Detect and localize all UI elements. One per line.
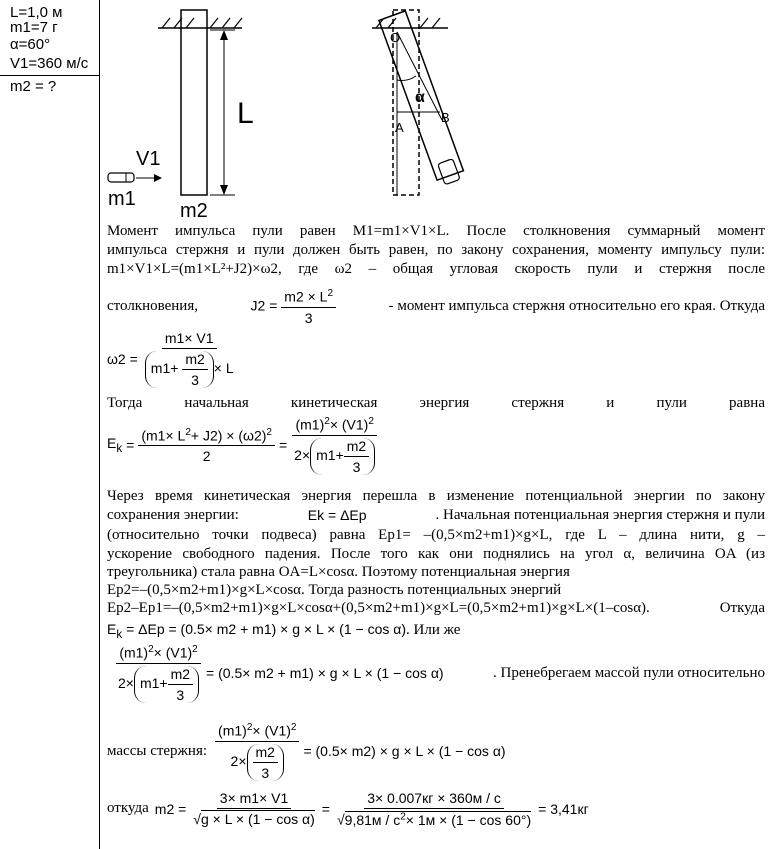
- m2-fraction: [190, 790, 318, 827]
- term: m1+: [316, 446, 344, 463]
- term: 2×: [294, 446, 311, 463]
- given-bullet-mass: m1=7 г: [10, 19, 58, 36]
- radicand: g × L × (1 − cos α): [200, 811, 315, 828]
- exponent: 2: [400, 811, 406, 822]
- term: 2×: [230, 752, 247, 769]
- paragraph-text: . Начальная потенциальная энергия стержня и пули: [435, 507, 765, 523]
- frac-num: m2: [344, 438, 369, 457]
- j2-numerator: m2 × L: [284, 288, 328, 305]
- paragraph-line: Тогда начальная кинетическая энергия стержня и пули равна: [107, 395, 765, 411]
- exponent: 2: [324, 416, 330, 427]
- paragraph-text: сохранения энергии:: [107, 507, 239, 523]
- denominator: √g × L × (1 − cos α): [193, 811, 315, 828]
- paragraph-line: [107, 600, 765, 617]
- ek-fraction: [138, 427, 275, 465]
- paragraph-text: . Пренебрегаем массой пули относительно: [493, 664, 765, 681]
- equals: =: [126, 437, 135, 454]
- paragraph-text: Ep2–Ep1=–(0,5×m2+m1)×g×L×cosα+(0,5×m2+m1)×g×L=(0,5×m2+m1)×g×L×(1–cosα).: [107, 600, 650, 616]
- paragraph-text: . Или же: [406, 622, 461, 638]
- pivot-point-label: O: [390, 30, 401, 45]
- frac-den: 3: [352, 458, 361, 475]
- exponent: 2: [290, 722, 297, 733]
- paragraph-line: [107, 507, 765, 524]
- paragraph-text: массы стержня:: [107, 742, 208, 759]
- paragraph-text: столкновения,: [107, 298, 198, 315]
- energy-equation-1: [107, 644, 765, 703]
- omega2-fraction: [142, 330, 237, 388]
- m2-lhs: m2 =: [154, 800, 187, 817]
- deflected-rod-diagram: [360, 0, 500, 205]
- term: + J2) × (ω2): [190, 427, 267, 444]
- formula-rhs: = ΔEp = (0.5× m2 + m1) × g × L × (1 − cos α): [126, 621, 407, 637]
- result-formula: [155, 790, 589, 828]
- j2-formula: [251, 288, 337, 326]
- frac-den: 3: [261, 764, 270, 781]
- term: (m1): [295, 416, 325, 433]
- denominator: 2: [202, 448, 211, 465]
- frac-num: m2: [168, 666, 193, 685]
- given-angle: α=60°: [10, 36, 51, 53]
- exponent: 2: [192, 644, 198, 655]
- omega2-denominator: [142, 349, 237, 388]
- term: m1+: [150, 360, 179, 377]
- subscript: k: [116, 627, 123, 641]
- exponent: 2: [368, 416, 374, 427]
- point-a-label: A: [395, 120, 404, 135]
- exponent: 2: [185, 426, 191, 438]
- given-unknown: m2 = ?: [10, 78, 57, 95]
- subscript: k: [116, 442, 123, 456]
- result-equation: [107, 790, 589, 828]
- numerator: 3× 0.007кг × 360м / с: [364, 790, 504, 809]
- formula-rhs: = (0.5× m2 + m1) × g × L × (1 − cos α): [206, 665, 444, 682]
- angle-label: α: [415, 89, 425, 106]
- omega2-lhs: ω2 =: [107, 351, 138, 367]
- symbol: E: [107, 621, 117, 637]
- term: × L: [213, 360, 234, 377]
- numerator: 3× m1× V1: [217, 790, 292, 809]
- term: 9,81м / с: [344, 811, 401, 828]
- j2-line: [107, 288, 765, 326]
- ek-fraction-right: [291, 416, 378, 475]
- exponent: 2: [266, 426, 272, 438]
- term: × (V1): [252, 722, 291, 739]
- paragraph-line: (относительно точки подвеса) равна Ep1= –(0,5×m2+m1)×g×L, где L – длина нити, g –: [107, 527, 765, 543]
- paragraph-text: откуда: [107, 800, 149, 817]
- paragraph-line: треугольника) стала равна OA=L×cosα. Поэтому потенциальная энергия: [107, 564, 570, 580]
- final-answer: = 3,41кг: [538, 800, 589, 817]
- j2-denominator: 3: [304, 309, 313, 326]
- j2-fraction: [281, 288, 336, 326]
- length-label: L: [237, 97, 254, 130]
- lhs-fraction: [115, 644, 202, 703]
- frac-den: 3: [176, 686, 185, 703]
- ek-lhs: [107, 435, 122, 455]
- equals: =: [321, 800, 330, 817]
- frac-num: m2: [182, 351, 207, 370]
- j2-lhs: J2 =: [250, 297, 278, 314]
- omega2-numerator: m1× V1: [162, 330, 217, 349]
- ek-dep-formula: [107, 621, 407, 641]
- paragraph-line: ускорение свободного падения. После того как они поднялись на угол α, величина OA (из: [107, 546, 765, 562]
- given-velocity: V1=360 м/с: [10, 55, 89, 72]
- paragraph-line: Ep2=–(0,5×m2+m1)×g×L×cosα. Тогда разность потенциальных энергий: [107, 582, 562, 598]
- given-length: L=1,0 м: [10, 4, 63, 21]
- term: × 1м × (1 − cos 60°): [405, 811, 532, 828]
- omega2-formula: [107, 330, 237, 388]
- equals: =: [278, 437, 288, 454]
- denominator: $√9,81м / с^2\times 1м \times (1 - \cos 60^\circ)$: [336, 811, 532, 828]
- kinetic-energy-formula: [107, 416, 378, 475]
- term: 2×: [118, 674, 134, 691]
- rod-mass-label: m2: [180, 200, 208, 222]
- term: m1+: [139, 674, 168, 691]
- exponent: 2: [148, 644, 154, 655]
- formula: [215, 722, 506, 781]
- paragraph-line: Через время кинетическая энергия перешла в изменение потенциальной энергии по закону: [107, 488, 765, 504]
- exponent: 2: [327, 288, 334, 299]
- term: (m1× L: [141, 427, 186, 444]
- term: (m1): [119, 644, 149, 661]
- formula-rhs: = (0.5× m2) × g × L × (1 − cos α): [303, 743, 506, 760]
- frac-num: m2: [253, 744, 278, 763]
- given-divider: [0, 75, 99, 76]
- term: × (V1): [329, 416, 369, 433]
- ek-dep-line: [107, 621, 460, 641]
- paragraph-line: m1×V1×L=(m1×L²+J2)×ω2, где ω2 – общая угловая скорость пули и стержня после: [107, 261, 765, 277]
- m2-fraction-numeric: [334, 790, 534, 828]
- bullet-mass-label: m1: [108, 188, 136, 210]
- frac-den: 3: [191, 372, 199, 388]
- paragraph-text: Откуда: [719, 600, 765, 616]
- energy-conservation-formula: Ek = ΔEp: [307, 507, 367, 523]
- lhs-fraction: [215, 722, 299, 781]
- paragraph-line: импульса стержня и пули должен быть равен, по закону сохранения, моменту импульсу пули:: [107, 242, 765, 258]
- paragraph-text: - момент импульса стержня относительно его края. Откуда: [388, 298, 765, 315]
- energy-equation-2: [107, 722, 506, 781]
- term: (m1): [218, 722, 247, 739]
- term: × (V1): [153, 644, 193, 661]
- exponent: 2: [246, 722, 253, 733]
- symbol: E: [107, 435, 117, 452]
- velocity-label: V1: [136, 148, 161, 170]
- point-b-label: B: [441, 110, 450, 125]
- paragraph-line: Момент импульса пули равен M1=m1×V1×L. После столкновения суммарный момент: [107, 223, 765, 239]
